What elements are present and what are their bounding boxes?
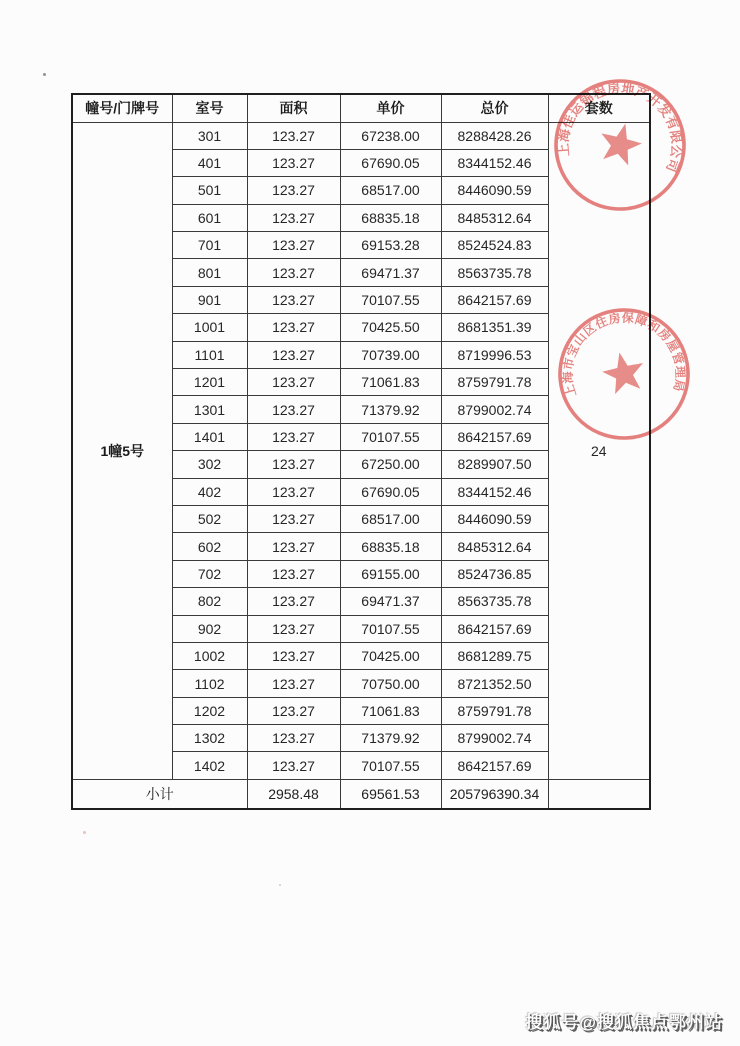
col-header-area: 面积	[247, 94, 340, 122]
room-cell: 1002	[172, 642, 247, 669]
area-cell: 123.27	[247, 341, 340, 368]
subtotal-total-price: 205796390.34	[441, 779, 548, 809]
scan-speck	[83, 831, 86, 834]
col-header-room: 室号	[172, 94, 247, 122]
total-price-cell: 8719996.53	[441, 341, 548, 368]
total-price-cell: 8563735.78	[441, 259, 548, 286]
total-price-cell: 8721352.50	[441, 670, 548, 697]
room-cell: 1102	[172, 670, 247, 697]
room-cell: 1402	[172, 752, 247, 779]
area-cell: 123.27	[247, 478, 340, 505]
total-price-cell: 8642157.69	[441, 615, 548, 642]
area-cell: 123.27	[247, 752, 340, 779]
room-cell: 802	[172, 588, 247, 615]
total-price-cell: 8446090.59	[441, 505, 548, 532]
unit-price-cell: 71061.83	[340, 369, 441, 396]
total-price-cell: 8681351.39	[441, 314, 548, 341]
total-price-cell: 8344152.46	[441, 149, 548, 176]
unit-price-cell: 68517.00	[340, 505, 441, 532]
total-price-cell: 8524524.83	[441, 232, 548, 259]
unit-price-cell: 67690.05	[340, 149, 441, 176]
room-cell: 901	[172, 286, 247, 313]
total-price-cell: 8642157.69	[441, 752, 548, 779]
total-price-cell: 8289907.50	[441, 451, 548, 478]
unit-price-cell: 70425.00	[340, 642, 441, 669]
unit-price-cell: 70107.55	[340, 752, 441, 779]
total-price-cell: 8485312.64	[441, 533, 548, 560]
area-cell: 123.27	[247, 697, 340, 724]
unit-price-cell: 67690.05	[340, 478, 441, 505]
area-cell: 123.27	[247, 615, 340, 642]
unit-price-cell: 70107.55	[340, 423, 441, 450]
subtotal-row	[72, 779, 650, 809]
room-cell: 1201	[172, 369, 247, 396]
area-cell: 123.27	[247, 642, 340, 669]
unit-price-cell: 70107.55	[340, 615, 441, 642]
unit-price-cell: 70425.50	[340, 314, 441, 341]
unit-price-cell: 67238.00	[340, 122, 441, 149]
total-price-cell: 8563735.78	[441, 588, 548, 615]
area-cell: 123.27	[247, 423, 340, 450]
table-row	[72, 122, 650, 149]
col-header-unit-count: 套数	[548, 94, 650, 122]
room-cell: 602	[172, 533, 247, 560]
total-price-cell: 8642157.69	[441, 423, 548, 450]
room-cell: 501	[172, 177, 247, 204]
unit-price-cell: 71379.92	[340, 396, 441, 423]
subtotal-units-empty	[548, 779, 650, 809]
room-cell: 601	[172, 204, 247, 231]
room-cell: 1001	[172, 314, 247, 341]
unit-count-cell: 24	[548, 122, 650, 779]
unit-price-cell: 70750.00	[340, 670, 441, 697]
seal-text: 上海市宝山区住房保障和房屋管理局	[560, 310, 688, 399]
area-cell: 123.27	[247, 533, 340, 560]
total-price-cell: 8799002.74	[441, 725, 548, 752]
area-cell: 123.27	[247, 560, 340, 587]
unit-price-cell: 70739.00	[340, 341, 441, 368]
area-cell: 123.27	[247, 177, 340, 204]
unit-price-cell: 70107.55	[340, 286, 441, 313]
subtotal-unit-price: 69561.53	[340, 779, 441, 809]
total-price-cell: 8642157.69	[441, 286, 548, 313]
unit-price-cell: 71061.83	[340, 697, 441, 724]
unit-price-cell: 71379.92	[340, 725, 441, 752]
unit-price-cell: 68517.00	[340, 177, 441, 204]
room-cell: 902	[172, 615, 247, 642]
unit-price-cell: 68835.18	[340, 204, 441, 231]
total-price-cell: 8681289.75	[441, 642, 548, 669]
area-cell: 123.27	[247, 204, 340, 231]
unit-price-cell: 69153.28	[340, 232, 441, 259]
scan-speck	[279, 884, 281, 886]
total-price-cell: 8288428.26	[441, 122, 548, 149]
room-cell: 301	[172, 122, 247, 149]
price-table	[71, 93, 651, 810]
room-cell: 402	[172, 478, 247, 505]
total-price-cell: 8799002.74	[441, 396, 548, 423]
unit-price-cell: 69155.00	[340, 560, 441, 587]
room-cell: 701	[172, 232, 247, 259]
area-cell: 123.27	[247, 588, 340, 615]
total-price-cell: 8446090.59	[441, 177, 548, 204]
room-cell: 1301	[172, 396, 247, 423]
col-header-total-price: 总价	[441, 94, 548, 122]
room-cell: 502	[172, 505, 247, 532]
header-row	[72, 94, 650, 122]
area-cell: 123.27	[247, 670, 340, 697]
area-cell: 123.27	[247, 396, 340, 423]
seal-text: 上海佳运锦程房地产开发有限公司	[555, 80, 685, 175]
total-price-cell: 8759791.78	[441, 697, 548, 724]
room-cell: 401	[172, 149, 247, 176]
room-cell: 801	[172, 259, 247, 286]
area-cell: 123.27	[247, 232, 340, 259]
room-cell: 1202	[172, 697, 247, 724]
area-cell: 123.27	[247, 314, 340, 341]
total-price-cell: 8485312.64	[441, 204, 548, 231]
building-label-cell: 1幢5号	[72, 122, 172, 779]
area-cell: 123.27	[247, 149, 340, 176]
room-cell: 1302	[172, 725, 247, 752]
room-cell: 702	[172, 560, 247, 587]
unit-price-cell: 69471.37	[340, 588, 441, 615]
unit-price-cell: 67250.00	[340, 451, 441, 478]
area-cell: 123.27	[247, 286, 340, 313]
unit-price-cell: 68835.18	[340, 533, 441, 560]
room-cell: 302	[172, 451, 247, 478]
scan-speck	[43, 73, 46, 76]
room-cell: 1401	[172, 423, 247, 450]
total-price-cell: 8759791.78	[441, 369, 548, 396]
room-cell: 1101	[172, 341, 247, 368]
subtotal-area: 2958.48	[247, 779, 340, 809]
unit-price-cell: 69471.37	[340, 259, 441, 286]
area-cell: 123.27	[247, 451, 340, 478]
area-cell: 123.27	[247, 505, 340, 532]
area-cell: 123.27	[247, 369, 340, 396]
total-price-cell: 8524736.85	[441, 560, 548, 587]
area-cell: 123.27	[247, 725, 340, 752]
total-price-cell: 8344152.46	[441, 478, 548, 505]
area-cell: 123.27	[247, 259, 340, 286]
subtotal-label: 小计	[72, 779, 247, 809]
col-header-building: 幢号/门牌号	[72, 94, 172, 122]
area-cell: 123.27	[247, 122, 340, 149]
watermark-sohu: 搜狐号@搜狐焦点鄂州站	[525, 1013, 723, 1032]
col-header-unit-price: 单价	[340, 94, 441, 122]
